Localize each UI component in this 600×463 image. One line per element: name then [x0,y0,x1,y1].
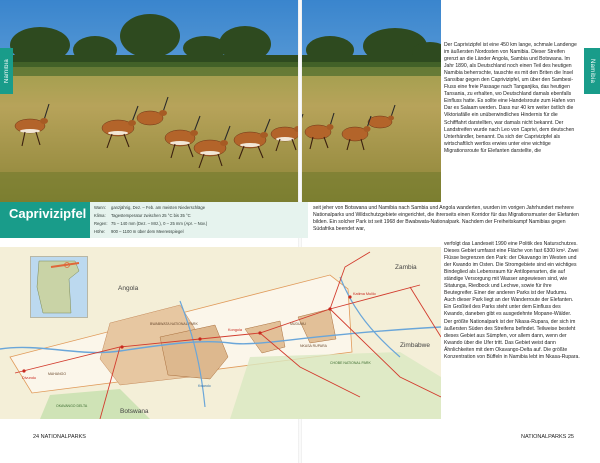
chapter-tab-left-label: Namibia [3,58,10,84]
map-label-divundu: Divundu [22,376,36,380]
map-label-nkasa: NKASA RUPARA [300,344,327,348]
map-label-kongola: Kongola [228,328,242,332]
map-label-katima: Katima Mulilo [353,292,376,296]
chapter-tab-right [584,48,600,94]
map-label-botswana: Botswana [120,408,149,415]
locator-graphic [31,257,87,317]
fact-value: 75 – 140 mm (Dez. – Mrz.), 0 – 25 mm (Apr. – Nov.) [111,221,208,226]
body-text-right-bottom [444,241,580,423]
map-label-okavango: OKAVANGO DELTA [56,404,88,408]
locator-inset-map [30,256,88,318]
map-label-chobe: CHOBE NATIONAL PARK [330,361,371,365]
body-text-wide [313,205,583,241]
chapter-tab-left [0,48,13,94]
fact-row-when [94,205,205,210]
map-label-kwando: Kwando [198,384,211,388]
fact-label: Klima: [94,213,106,218]
fact-label: Regen: [94,221,108,226]
antelope-photo [0,0,441,202]
fact-label: Wann: [94,205,106,210]
body-paragraph-3: verfolgt das Landeseit 1990 eine Politik des Naturschutzes. Dieses Gebiet umfasst eine Fläche von fast 6300 km². Zwei Flüsse begrenzen den Park: der Okavango im Westen und der Kwando im Osten. Die Stromgebiete sind ein wichtiges Bindeglied als Lebensraum für Antilopenarten, die auf ständige Versorgung mit Wasser angewiesen sind, wie Sitatunga, Riedbock und Lechwe, sowie für ihre Beutegreifer. Einer der anderen Parks ist der Mudumu. Auch dieser Park liegt an der Wanderroute der Elefanten. Ein Großteil des Parks steht unter dem Einfluss des Kwando, daneben gibt es ausgedehnte Mopane-Wälder. Der größte Nationalpark ist der Nkasa-Rupara, der sich im äußersten Süden des Streifens befindet. Teilweise besteht dieses Gebiet aus Sümpfen, vor allem dann, wenn der Kwando über die Ufer tritt. Das Gebiet weist dann Ähnlichkeiten mit dem Okavango-Delta auf. Die größte Konzentration von Büffeln in Namibia lebt im Nkasa-Rupara. [444,241,580,360]
map-label-angola: Angola [118,285,139,292]
body-paragraph-2: seit jeher von Botswana und Namibia nach Sambia und Angola wanderten, wurden im vorigen Jahrhundert mehrere Nationalparks und Wildschutzgebiete eingerichtet, die ihrerseits einen Korridor für das Migrationsmuster der Elefanten bilden. Ein solcher Park ist seit 1968 der Bwabwata-Nationalpark. Nachdem der Freiheitskampf Namibias gegen Südafrika beendet war, [313,205,579,233]
map-label-mudumu: MUDUMU [290,322,306,326]
fact-value: Tagestemperatur zwischen 25 °C bis 35 °C [111,213,191,218]
page-number-right: NATIONALPARKS 25 [521,434,574,440]
chapter-tab-right-label: Namibia [589,58,595,84]
fact-row-rain [94,221,207,226]
fact-value: 900 – 1100 m über dem Meeresspiegel [111,229,184,234]
fact-row-climate [94,213,191,218]
map-label-zambia: Zambia [395,264,417,271]
fact-row-altitude [94,229,184,234]
map-label-mahango: MAHANGO [48,372,67,376]
fact-label: Höhe: [94,229,106,234]
body-text-right-top [444,42,580,202]
page-number-left: 24 NATIONALPARKS [33,434,86,440]
body-paragraph-1: Der Caprivizipfel ist eine 450 km lange, schmale Landenge im äußersten Nordosten von Namibia. Dieser Streifen grenzt an die Länder Angola, Sambia und Botswana. Im Jahr 1890, als Deutschland noch einen Teil des heutigen Namibia beherrschte, tauschte es mit den Briten die Insel Sansibar gegen den Caprivizipfel, um über den Sambesi-Fluss eine freie Passage nach Tanganjika, das heutigen Tansania, zu erhalten, wo Deutschland damals ebenfalls Einfluss hatte. Es sollte eine Handelsroute zum Hafen von Dar es Salaam werden. Dass nur 40 km weiter östlich die Viktoriafälle ein unüberwindliches Hindernis für die Schifffahrt darstellten, war damals nicht bekannt. Der Landstreifen wurde nach Leo von Caprivi, dem deutschen Unterhändler, benannt. Da sich der Caprivizipfel als wirtschaftlich wertlos erwies unter eine wichtige Migrationsroute für Elefanten darstellte, die [444,42,577,154]
lechwe-herd-illustration [0,0,441,202]
fact-value: ganzjährig, Dez. – Feb. am meisten Niederschläge [111,205,206,210]
section-title: Caprivizipfel [9,206,87,221]
map-label-zimbabwe: Zimbabwe [400,342,430,349]
map-label-bwabwata: BWABWATA NATIONAL PARK [150,322,198,326]
